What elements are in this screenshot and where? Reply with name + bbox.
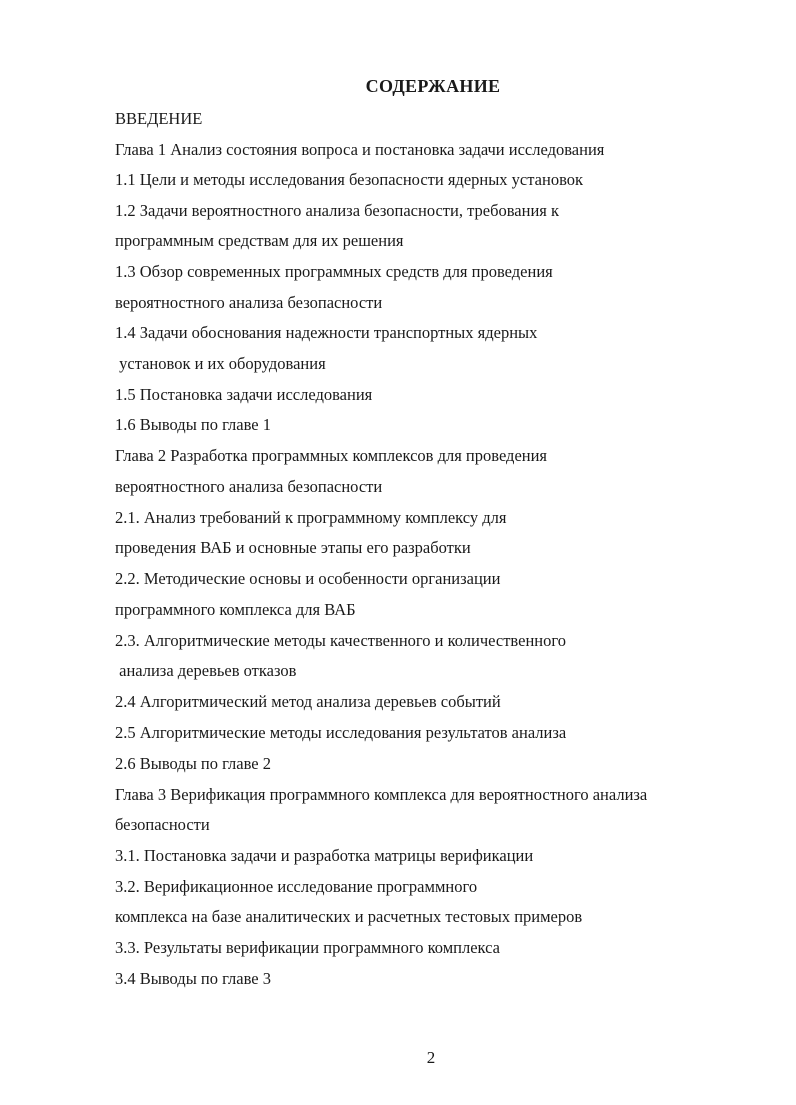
toc-entry-text: 1.3 Обзор современных программных средств для проведения (115, 262, 553, 281)
toc-entry-text: установок и их оборудования (115, 354, 326, 373)
toc-entry-text: 2.5 Алгоритмические методы исследования результатов анализа (115, 723, 567, 742)
toc-entry-text: 2.6 Выводы по главе 2 (115, 754, 271, 773)
toc-entry-text: программного комплекса для ВАБ (115, 600, 356, 619)
toc-entry-text: 2.1. Анализ требований к программному комплексу для (115, 508, 507, 527)
toc-entry-text: Глава 3 Верификация программного комплекса для вероятностного анализа (115, 785, 648, 804)
toc-entry-text: безопасности (115, 815, 210, 834)
toc-entry-text: 3.2. Верификационное исследование программного (115, 877, 478, 896)
toc-entry-text: 2.3. Алгоритмические методы качественного и количественного (115, 631, 566, 650)
toc-entry-text: 1.6 Выводы по главе 1 (115, 415, 271, 434)
toc-entry-text: 3.1. Постановка задачи и разработка матрицы верификации (115, 846, 534, 865)
toc-entry-text: 1.2 Задачи вероятностного анализа безопасности, требования к (115, 201, 560, 220)
toc-entry-text: 2.2. Методические основы и особенности организации (115, 569, 501, 588)
toc-entry-text: Глава 1 Анализ состояния вопроса и постановка задачи исследования (115, 140, 605, 159)
toc-entry-text: ВВЕДЕНИЕ (115, 109, 203, 128)
toc-entry-text: проведения ВАБ и основные этапы его разработки (115, 538, 471, 557)
page-title: СОДЕРЖАНИЕ (365, 76, 501, 96)
toc-entry-text: 2.4 Алгоритмический метод анализа деревьев событий (115, 692, 501, 711)
toc-entry-text: Глава 2 Разработка программных комплексов для проведения (115, 446, 548, 465)
toc-entry-text: 1.1 Цели и методы исследования безопасности ядерных установок (115, 170, 584, 189)
toc-entry-text: 3.3. Результаты верификации программного комплекса (115, 938, 501, 957)
toc-entry-text: 3.4 Выводы по главе 3 (115, 969, 271, 988)
toc-entry-text: 1.5 Постановка задачи исследования (115, 385, 373, 404)
toc-entry-text: вероятностного анализа безопасности (115, 477, 383, 496)
toc-entry-text: вероятностного анализа безопасности (115, 293, 383, 312)
toc-entry-text: анализа деревьев отказов (115, 661, 297, 680)
toc-entry-text: комплекса на базе аналитических и расчетных тестовых примеров (115, 907, 583, 926)
toc-entry-text: 1.4 Задачи обоснования надежности транспортных ядерных (115, 323, 538, 342)
page-number: 2 (426, 1048, 436, 1067)
toc-entry-text: программным средствам для их решения (115, 231, 404, 250)
